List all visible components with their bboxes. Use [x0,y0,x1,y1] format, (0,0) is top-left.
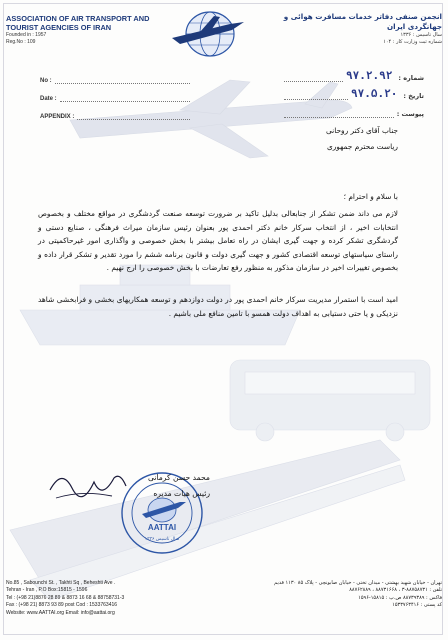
no-field: No : [40,66,190,84]
stamp-year: سال تاسیس ۱۳۳۶ [144,537,180,542]
letter-number: ۹۷.۲.۹۲ [346,69,393,82]
addressee-title: ریاست محترم جمهوری [326,142,398,151]
bus-illustration [230,360,430,441]
signatory-title: رئیس هیات مدیره [153,489,210,498]
signature-block [60,470,210,502]
header-english [6,14,166,45]
signatory-name: محمد حسن کرمانی [147,473,210,482]
meta-fields-fa [284,64,424,118]
founded-fa: سال تاسیس : ۱۳۳۶ [400,32,442,38]
date-field: Date : [40,84,190,102]
letter-paragraph-2: امید است با استمرار مدیریت سرکار خانم احمدی پور در دولت دوازدهم و توسعه همکاریهای بخشی و فرابخشی شاهد نزدیکی و یا حتی دستیابی به اهداف دولت همسو با تامین منافع ملی باشیم . [38,295,398,318]
founded-en: Founded in : 1957 [6,32,47,38]
association-name-en-line1: ASSOCIATION OF AIR TRANSPORT AND [6,14,150,23]
appendix-field: APPENDIX : [40,102,190,120]
association-name-en-line2: TOURIST AGENCIES OF IRAN [6,23,112,32]
association-name-fa: انجمن صنفی دفاتر خدمات مسافرت هوائی و جهانگردی ایران [283,12,442,31]
association-logo-icon [170,8,248,60]
stamp-acronym: AATTAI [147,523,177,532]
letter-paragraph-1: لازم می داند ضمن تشکر از جنابعالی بدلیل تاکید بر ضرورت توسعه صنعت گردشگری در مواقع مختلف و بخصوص انتخابات اخیر ، از انتخاب سرکار خانم دکتر احمدی پور بعنوان رئیس سازمان میراث فرهنگی ، صنایع دستی و گردشگری تشکر کرده و جهت گیری ایشان در راه تعامل بیشتر با بخش خصوصی و واگذاری امور غیرحاکمیتی در راستای سیاستهای توسعه اقتصادی کشور و جهت گیری دولت و قانون برنامه ششم را مورد تقدیر و تشکر قرار داده و بخصوص تغییرات اخیر در سازمان مذکور به منظور رفع تعارضات با بخش خصوصی را ارج نهیم . [38,209,398,273]
footer-persian: تهران - خیابان شهید بهشتی - میدان تختی - خیابان صابونچی - پلاک ۸۵ ۱۱۳۰ قدیم تلفن : ۸۸۷۵۸۷۳۱-۳ ، ۸۸۷۳۱۶۶۸ ، ۸۸۷۶۲۸۸۹ فاکس : ۸۸۷۳۹۳۸۹ ص.پ : ۱۵۸۱۵-۱۵۹۶ کد پستی : ۱۵۳۳۷۶۳۴۱۶ [274,580,442,609]
addressee-name: جناب آقای دکتر روحانی [326,126,398,135]
date-fa-field: تاریخ : ۹۷.۵.۲۰ [284,82,424,100]
header-persian [262,12,442,46]
attachment-field: پیوست : [284,100,424,118]
reg-number-en: Reg.No : 109 [6,38,36,45]
number-field: شماره : ۹۷.۲.۹۲ [284,64,424,82]
meta-fields-en [40,66,190,120]
letter-date: ۹۷.۵.۲۰ [351,87,398,100]
reg-number-fa: شماره ثبت وزارت کار : ۱۰۴ [383,39,442,45]
footer-english: No.85 , Sabounchi St. , Takhti Sq , Beheshti Ave . Tehran - Iran , P.O Box:15815 - 1596 Tel : (+98 21)8876 28 89 & 8873 16 68 & 88758731-3 Fax : (+98 21) 8873 93 89 post Cod : 1533763416 Website: www.AATTAI.org Email: info@aattai.org [6,580,125,616]
greeting: با سلام و احترام ؛ [343,192,398,201]
